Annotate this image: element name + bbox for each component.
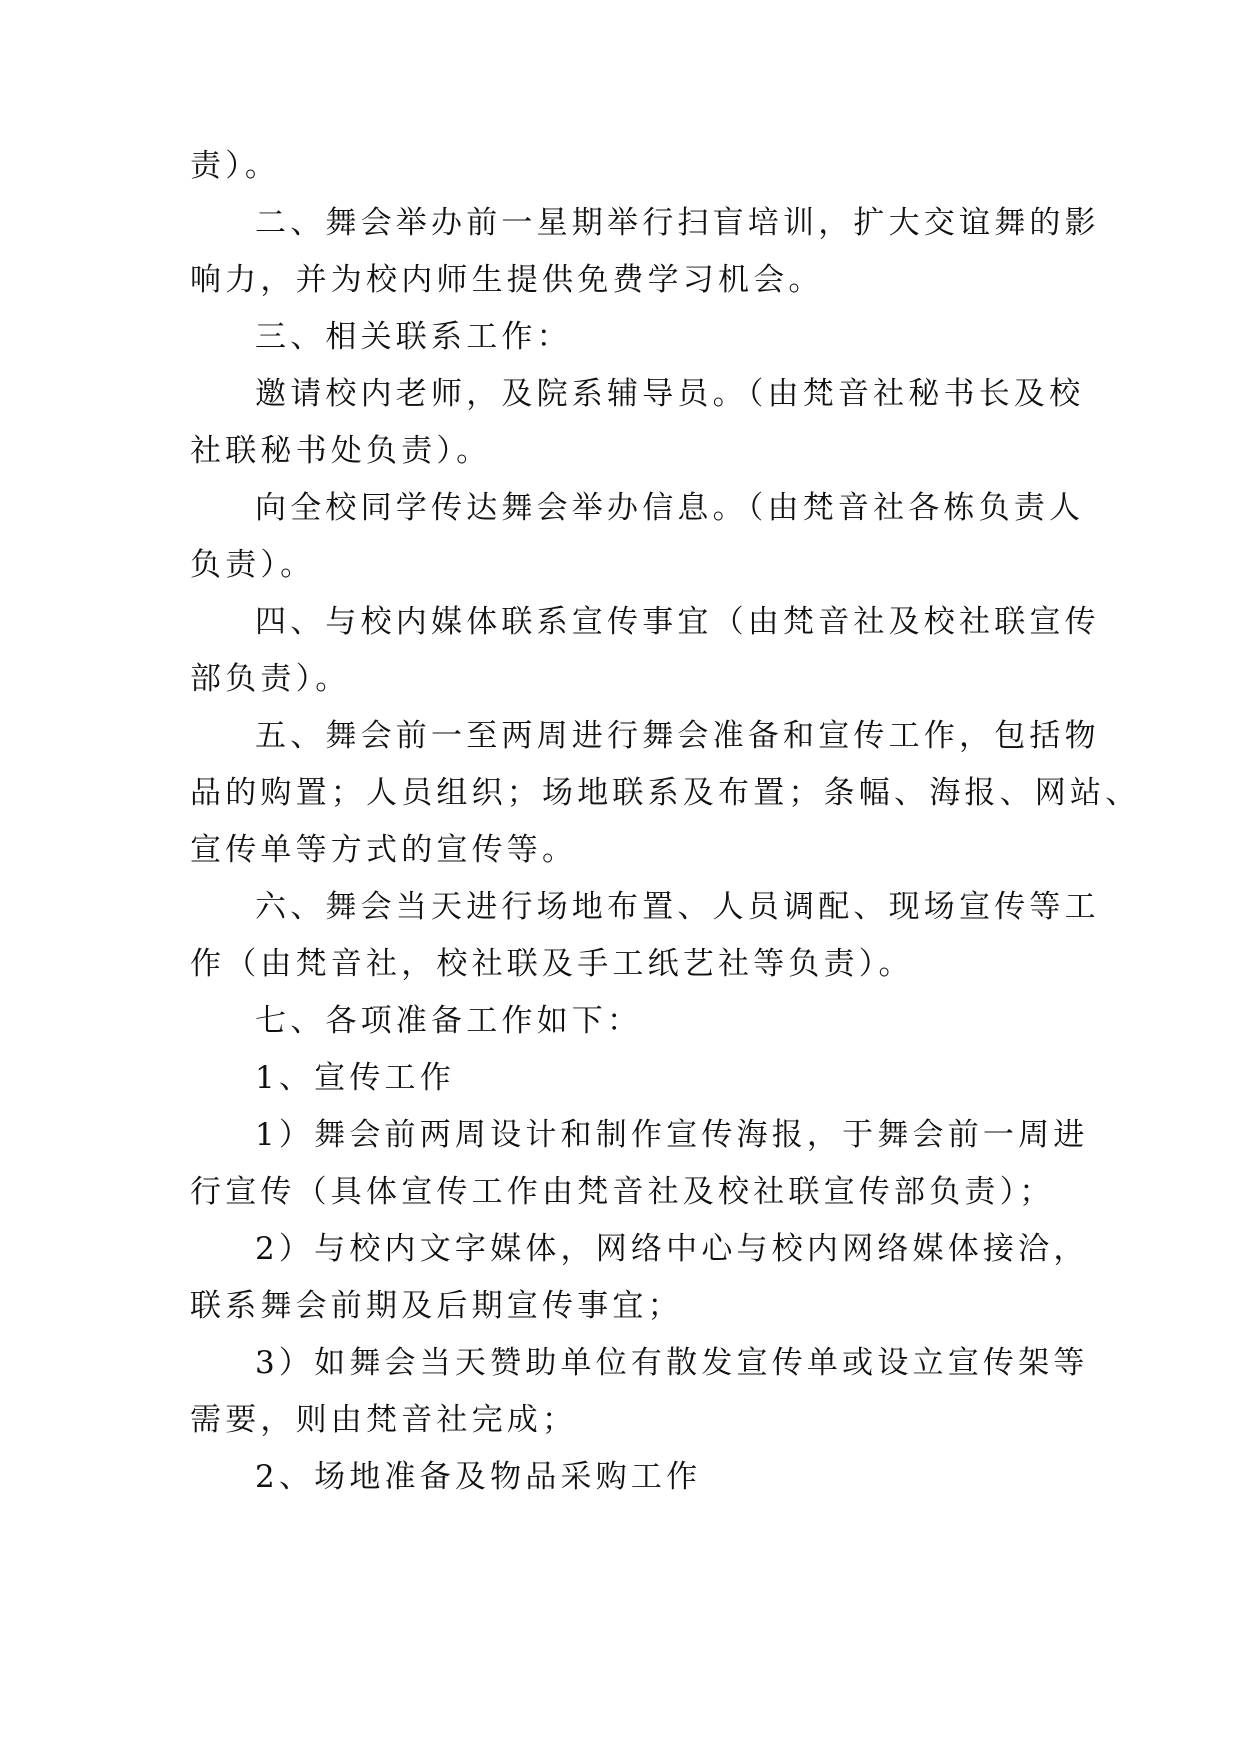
text-line: 行宣传（具体宣传工作由梵音社及校社联宣传部负责）； <box>190 1174 1055 1210</box>
text-line: 宣传单等方式的宣传等。 <box>190 832 578 868</box>
text-line: 2、场地准备及物品采购工作 <box>255 1459 702 1495</box>
text-line: 四、与校内媒体联系宣传事宜（由梵音社及校社联宣传 <box>255 604 1100 640</box>
text-line: 品的购置；人员组织；场地联系及布置；条幅、海报、网站、 <box>190 775 1141 811</box>
text-line: 三、相关联系工作： <box>255 319 572 355</box>
text-line: 3）如舞会当天赞助单位有散发宣传单或设立宣传架等 <box>255 1345 1089 1381</box>
text-line: 1）舞会前两周设计和制作宣传海报，于舞会前一周进 <box>255 1117 1089 1153</box>
text-line: 作（由梵音社，校社联及手工纸艺社等负责）。 <box>190 946 914 982</box>
text-line: 六、舞会当天进行场地布置、人员调配、现场宣传等工 <box>255 889 1100 925</box>
text-line: 社联秘书处负责）。 <box>190 433 492 469</box>
text-line: 向全校同学传达舞会举办信息。（由梵音社各栋负责人 <box>255 490 1085 526</box>
text-line: 1、宣传工作 <box>255 1060 455 1096</box>
text-line: 七、各项准备工作如下： <box>255 1003 643 1039</box>
text-line: 二、舞会举办前一星期举行扫盲培训，扩大交谊舞的影 <box>255 205 1100 241</box>
text-line: 邀请校内老师，及院系辅导员。（由梵音社秘书长及校 <box>255 376 1085 412</box>
text-line: 联系舞会前期及后期宣传事宜； <box>190 1288 683 1324</box>
text-line: 负责）。 <box>190 547 316 583</box>
text-line: 响力，并为校内师生提供免费学习机会。 <box>190 262 824 298</box>
text-line: 需要，则由梵音社完成； <box>190 1402 578 1438</box>
text-line: 责）。 <box>190 148 281 184</box>
text-line: 五、舞会前一至两周进行舞会准备和宣传工作，包括物 <box>255 718 1100 754</box>
text-line: 2）与校内文字媒体，网络中心与校内网络媒体接洽， <box>255 1231 1089 1267</box>
text-line: 部负责）。 <box>190 661 351 697</box>
